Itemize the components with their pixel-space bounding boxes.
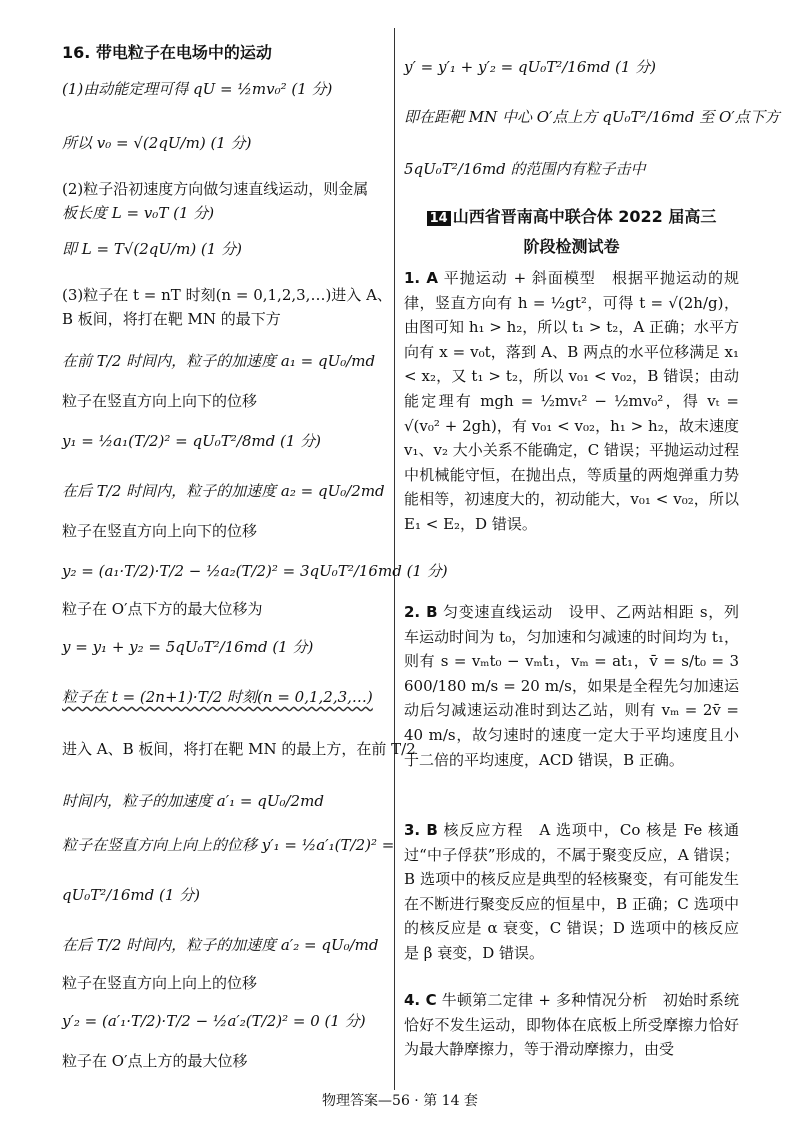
problem-16-title: 16. 带电粒子在电场中的运动 — [62, 43, 272, 62]
left-line: y = y₁ + y₂ = 5qU₀T²/16md (1 分) — [62, 638, 314, 656]
answer-2 — [404, 600, 739, 772]
left-line: y′₂ = (a′₁·T/2)·T/2 − ½a′₂(T/2)² = 0 (1 分) — [62, 1012, 366, 1030]
left-line: qU₀T²/16md (1 分) — [62, 886, 201, 904]
left-line: 粒子在竖直方向上向下的位移 — [62, 392, 258, 410]
section-header-line2: 阶段检测试卷 — [523, 237, 620, 256]
left-line: 在后 T/2 时间内，粒子的加速度 a₂ = qU₀/2md — [62, 482, 385, 500]
right-line: y′ = y′₁ + y′₂ = qU₀T²/16md (1 分) — [404, 58, 657, 76]
answer-text: 平抛运动 + 斜面模型 根据平抛运动的规律，竖直方向有 h = ½gt²，可得 t = √(2h/g)，由图可知 h₁ > h₂，所以 t₁ > t₂，A 正确；水平方向有 x = v₀t，落到 A、B 两点的水平位移满足 x₁ < x₂，又 t₁ > t₂，所以 v₀₁ < v₀₂，B 错误；由动能定理有 mgh = ½mvₜ² − ½mv₀²，得 vₜ = √(v₀² + 2gh)，有 v₀₁ < v₀₂，h₁ > h₂，故末速度 v₁、v₂ 大小关系不能确定，C 错误；平抛运动过程中机械能守恒，在抛出点，等质量的两炮弹重力势能相等，初速度大的，初动能大，v₀₁ < v₀₂，所以 E₁ < E₂，D 错误。 — [404, 269, 739, 533]
right-line: 5qU₀T²/16md 的范围内有粒子击中 — [404, 160, 646, 178]
left-line: 粒子在 O′点下方的最大位移为 — [62, 600, 263, 618]
left-line: y₁ = ½a₁(T/2)² = qU₀T²/8md (1 分) — [62, 432, 321, 450]
answer-3 — [404, 818, 739, 966]
left-line: y₂ = (a₁·T/2)·T/2 − ½a₂(T/2)² = 3qU₀T²/16md (1 分) — [62, 562, 448, 580]
left-line: 粒子在 t = (2n+1)·T/2 时刻(n = 0,1,2,3,…) — [62, 688, 373, 706]
left-line: B 板间，将打在靶 MN 的最下方 — [62, 310, 281, 328]
left-line: 粒子在竖直方向上向下的位移 — [62, 522, 258, 540]
section-number-badge: 14 — [427, 211, 451, 226]
right-column — [404, 0, 780, 1080]
left-line: 在后 T/2 时间内，粒子的加速度 a′₂ = qU₀/md — [62, 936, 379, 954]
answer-1 — [404, 266, 739, 537]
answer-text: 牛顿第二定律 + 多种情况分析 初始时系统恰好不发生运动，即物体在底板上所受摩擦力恰好为最大静摩擦力，等于滑动摩擦力，由受 — [404, 991, 739, 1059]
left-line: 即 L = T√(2qU/m) (1 分) — [62, 240, 242, 258]
section-header-line1: 山西省晋南高中联合体 2022 届高三 — [452, 207, 717, 226]
left-line: 进入 A、B 板间，将打在靶 MN 的最上方，在前 T/2 — [62, 740, 416, 758]
left-line: (3)粒子在 t = nT 时刻(n = 0,1,2,3,…)进入 A、 — [62, 286, 392, 304]
answer-label: 2. B — [404, 603, 438, 621]
left-line: 板长度 L = v₀T (1 分) — [62, 204, 215, 222]
answer-text: 匀变速直线运动 设甲、乙两站相距 s，列车运动时间为 t₀，匀加速和匀减速的时间均为 t₁，则有 s = vₘt₀ − vₘt₁，vₘ = at₁，v̄ = s/t₀ = 3 600/180 m/s = 20 m/s，如果是全程先匀加速运动后匀减速运动准时到达乙站，则有 vₘ = 2v̄ = 40 m/s，故匀速时的速度一定大于平均速度且小于二倍的平均速度，ACD 错误，B 正确。 — [404, 603, 739, 769]
right-line: 即在距靶 MN 中心 O′点上方 qU₀T²/16md 至 O′点下方 — [404, 108, 780, 126]
left-line: 粒子在 O′点上方的最大位移 — [62, 1052, 248, 1070]
answer-label: 4. C — [404, 991, 437, 1009]
column-divider — [394, 28, 395, 1090]
left-line: 粒子在竖直方向上向上的位移 — [62, 974, 258, 992]
left-line: 时间内，粒子的加速度 a′₁ = qU₀/2md — [62, 792, 324, 810]
answer-label: 1. A — [404, 269, 438, 287]
section-header — [404, 204, 739, 227]
answer-text: 核反应方程 A 选项中，Co 核是 Fe 核通过“中子俘获”形成的，不属于聚变反应，A 错误；B 选项中的核反应是典型的轻核聚变，有可能发生在不断进行聚变反应的恒星中，B 正确；C 选项中的核反应是 α 衰变，C 错误；D 选项中的核反应是 β 衰变，D 错误。 — [404, 821, 739, 962]
left-line: 在前 T/2 时间内，粒子的加速度 a₁ = qU₀/md — [62, 352, 376, 370]
left-line: 粒子在竖直方向上向上的位移 y′₁ = ½a′₁(T/2)² = — [62, 836, 395, 854]
left-line: (1)由动能定理可得 qU = ½mv₀² (1 分) — [62, 80, 333, 98]
answer-4 — [404, 988, 739, 1062]
page-footer: 物理答案—56 · 第 14 套 — [322, 1093, 478, 1109]
left-line: (2)粒子沿初速度方向做匀速直线运动，则金属 — [62, 180, 369, 198]
left-line: 所以 v₀ = √(2qU/m) (1 分) — [62, 134, 252, 152]
answer-label: 3. B — [404, 821, 438, 839]
